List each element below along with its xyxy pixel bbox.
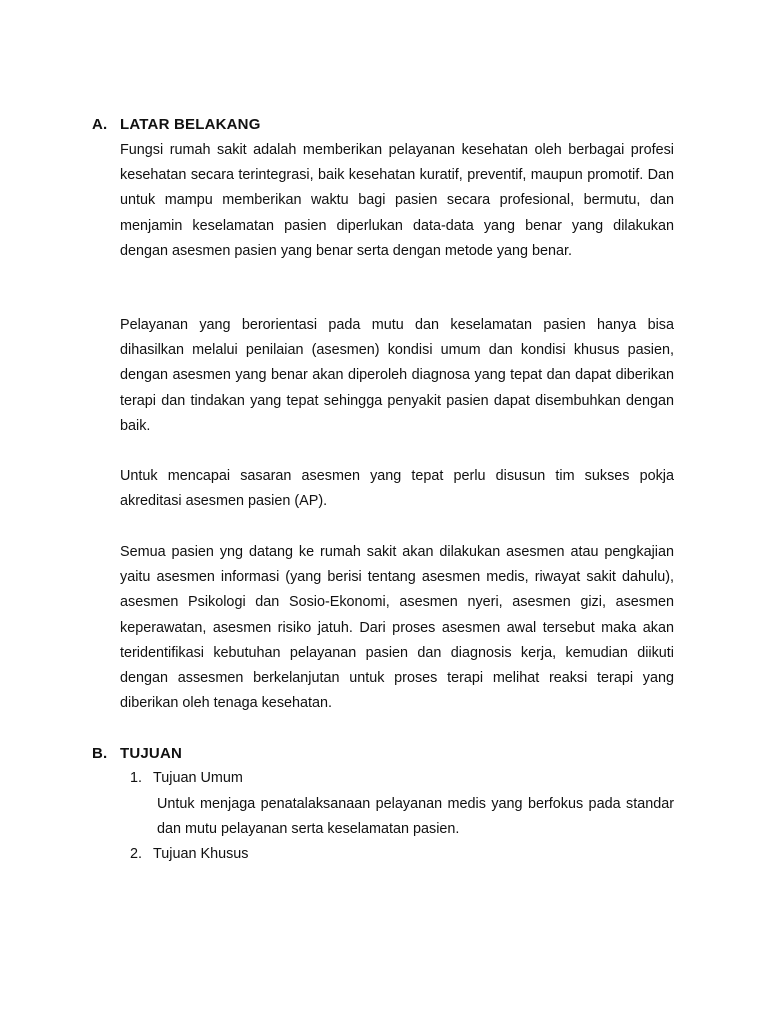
list-item-label: Tujuan Khusus — [153, 846, 249, 862]
section-b-number: B. — [92, 745, 108, 762]
section-a-paragraph-4: Semua pasien yng datang ke rumah sakit akan dilakukan asesmen atau pengkajian yaitu asesmen informasi (yang berisi tentang asesmen medis, riwayat sakit dahulu), asesmen Psikologi dan Sosio-Ekonomi, asesmen nyeri, asesmen gizi, asesmen keperawatan, asesmen risiko jatuh. Dari proses asesmen awal tersebut maka akan teridentifikasi kebutuhan pelayanan pasien dan diagnosis kerja, kemudian diikuti dengan assesmen berkelanjutan untuk proses terapi melihat reaksi terapi yang diberikan oleh tenaga kesehatan. — [120, 544, 674, 712]
section-a-paragraph-2: Pelayanan yang berorientasi pada mutu dan keselamatan pasien hanya bisa dihasilkan melalui penilaian (asesmen) kondisi umum dan kondisi khusus pasien, dengan asesmen yang benar akan diperoleh diagnosa yang tepat dan dapat diberikan terapi dan tindakan yang tepat sehingga penyakit pasien dapat disembuhkan dengan baik. — [120, 317, 674, 434]
section-b-title: TUJUAN — [120, 745, 183, 762]
list-item-tujuan-umum — [130, 770, 243, 786]
list-item-label: Tujuan Umum — [153, 770, 243, 786]
section-a-title: LATAR BELAKANG — [120, 116, 261, 133]
section-a-paragraph-1: Fungsi rumah sakit adalah memberikan pelayanan kesehatan oleh berbagai profesi kesehatan secara terintegrasi, baik kesehatan kuratif, preventif, maupun promotif. Dan untuk mampu memberikan waktu bagi pasien secara profesional, bermutu, dan menjamin keselamatan pasien diperlukan data-data yang benar yang dilakukan dengan asesmen pasien yang benar serta dengan metode yang benar. — [120, 142, 674, 259]
tujuan-umum-text: Untuk menjaga penatalaksanaan pelayanan medis yang berfokus pada standar dan mutu pelayanan serta keselamatan pasien. — [157, 796, 674, 838]
section-a-paragraph-3: Untuk mencapai sasaran asesmen yang tepat perlu disusun tim sukses pokja akreditasi asesmen pasien (AP). — [120, 468, 674, 510]
list-item-tujuan-khusus — [130, 846, 248, 862]
section-a-number: A. — [92, 116, 108, 133]
list-item-number: 1. — [130, 770, 143, 786]
list-item-number: 2. — [130, 846, 143, 862]
section-b-heading — [92, 745, 182, 762]
section-a-heading — [92, 116, 261, 133]
